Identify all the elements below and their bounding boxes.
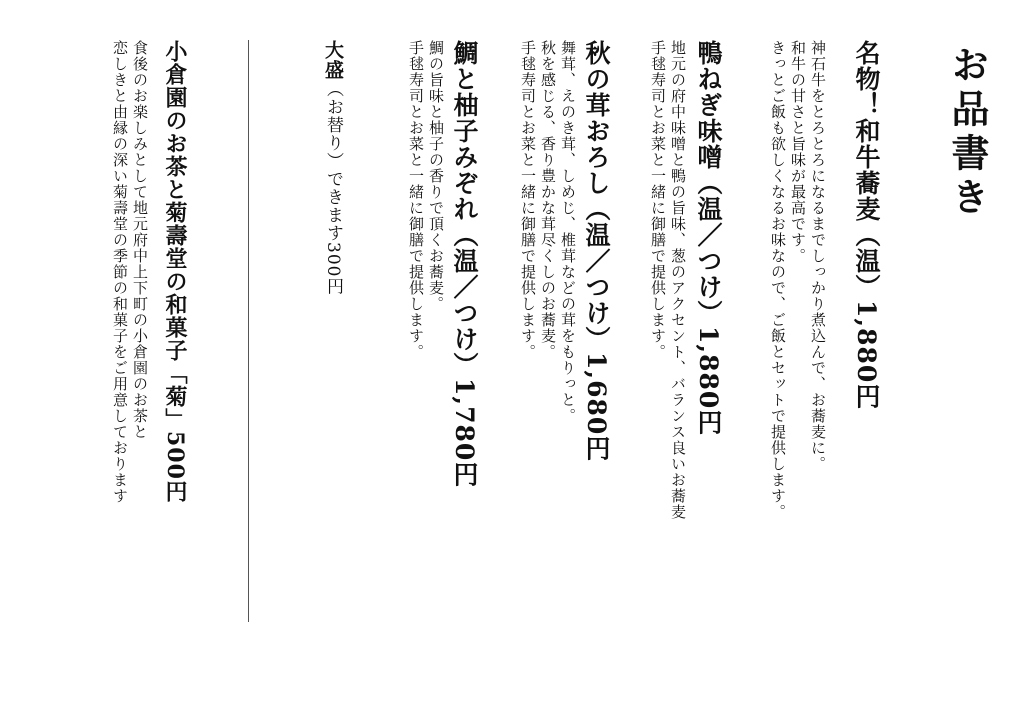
menu-item-title: [848, 40, 884, 409]
menu-item-title: [446, 40, 482, 487]
divider-line: [248, 40, 249, 622]
menu-item-description: 地元の府中味噌と鴨の旨味、葱のアクセント、バランス良いお蕎麦 手毬寿司とお菜と一緒に御膳で提供します。: [649, 40, 687, 520]
menu-item-description: 神石牛をとろとろになるまでしっかり煮込んで、お蕎麦に。 和牛の甘さと旨味が最高です。 きっとご飯も欲しくなるお味なので、ご飯とセットで提供します。: [769, 40, 827, 520]
menu-item-description: 舞茸、えのき茸、しめじ、椎茸などの茸をもりっと。 秋を感じる、香り豊かな茸尽くしのお蕎麦。 手毬寿司とお菜と一緒に御膳で提供します。: [519, 40, 577, 424]
extra-text: できます: [323, 170, 343, 242]
extra-note: （お替り）: [323, 80, 343, 170]
item-name: 鯛と柚子みぞれ（温／つけ）: [450, 40, 479, 378]
menu-item-title: [578, 40, 614, 461]
sweets-description: 食後のお楽しみとして地元府中上下町の小倉園のお茶と 恋しきと由縁の深い菊壽堂の季節の和菓子をご用意しております: [111, 40, 149, 504]
item-price: 1,780円: [450, 378, 479, 488]
extra-serving-note: [320, 40, 347, 295]
item-name: 鴨ねぎ味噌（温／つけ）: [694, 40, 723, 326]
item-name: 秋の茸おろし（温／つけ）: [582, 40, 611, 352]
menu-item-description: 鯛の旨味と柚子の香りで頂くお蕎麦。 手毬寿司とお菜と一緒に御膳で提供します。: [407, 40, 445, 360]
sweets-title: [160, 40, 191, 503]
item-name: 名物！和牛蕎麦（温）: [852, 40, 881, 300]
extra-price: 300円: [323, 242, 343, 296]
extra-label: 大盛: [322, 40, 344, 80]
menu-item-title: [690, 40, 726, 435]
item-price: 1,880円: [852, 300, 881, 410]
menu-heading: お品書き: [945, 45, 990, 221]
item-price: 1,880円: [694, 326, 723, 436]
item-price: 1,680円: [582, 352, 611, 462]
sweets-name: 小倉園のお茶と菊壽堂の和菓子「菊」: [162, 40, 188, 431]
sweets-price: 500円: [162, 431, 188, 503]
